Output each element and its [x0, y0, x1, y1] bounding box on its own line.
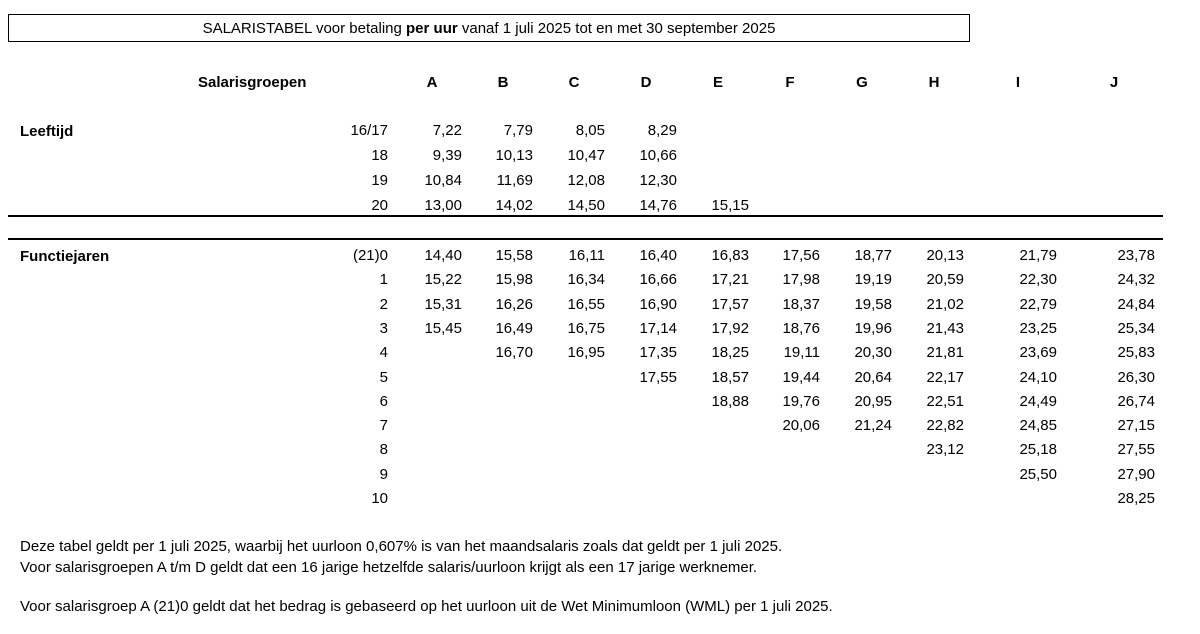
functiejaren-cell: 24,85	[1019, 417, 1057, 435]
functiejaren-cell: 21,24	[854, 417, 892, 435]
functiejaren-cell: 20,64	[854, 368, 892, 386]
leeftijd-cell: 10,13	[495, 147, 533, 164]
leeftijd-cell: 13,00	[424, 197, 462, 214]
functiejaren-cell: 15,22	[424, 271, 462, 289]
functiejaren-cell: 16,66	[639, 271, 677, 289]
functiejaren-cell: 17,55	[639, 368, 677, 386]
functiejaren-cell: 24,49	[1019, 392, 1057, 410]
functiejaren-row-key: 3	[379, 319, 388, 337]
functiejaren-row-key: 10	[371, 490, 388, 507]
functiejaren-cell: 25,83	[1117, 344, 1155, 362]
group-header-h: H	[928, 74, 940, 91]
functiejaren-cell: 19,11	[783, 344, 820, 362]
leeftijd-row-key: 16/17	[350, 122, 388, 139]
leeftijd-cell: 15,15	[711, 197, 749, 214]
functiejaren-cell: 23,78	[1117, 247, 1155, 264]
functiejaren-cell: 14,40	[424, 247, 462, 264]
functiejaren-cell: 17,57	[711, 295, 749, 313]
group-header-f: F	[785, 74, 795, 91]
functiejaren-cell: 25,50	[1019, 465, 1057, 483]
functiejaren-row-key: 1	[379, 271, 388, 289]
functiejaren-cell: 18,57	[711, 368, 749, 386]
table-title	[8, 14, 970, 42]
functiejaren-cell: 20,95	[854, 392, 892, 410]
functiejaren-cell: 17,14	[639, 319, 677, 337]
functiejaren-cell: 17,35	[639, 344, 677, 362]
group-header-b: B	[497, 74, 509, 91]
leeftijd-cell: 11,69	[496, 172, 533, 189]
functiejaren-cell: 16,55	[567, 295, 605, 313]
functiejaren-cell: 28,25	[1117, 490, 1155, 507]
functiejaren-cell: 24,84	[1117, 295, 1155, 313]
functiejaren-cell: 19,96	[854, 319, 892, 337]
leeftijd-cell: 9,39	[432, 147, 462, 164]
functiejaren-cell: 27,55	[1117, 441, 1155, 459]
title-part-2: per uur	[406, 19, 458, 37]
functiejaren-row-key: 7	[379, 417, 388, 435]
leeftijd-cell: 8,29	[647, 122, 677, 139]
leeftijd-row-key: 20	[371, 197, 388, 214]
functiejaren-cell: 19,76	[782, 392, 820, 410]
functiejaren-cell: 23,12	[926, 441, 964, 459]
leeftijd-row-key: 18	[371, 147, 388, 164]
functiejaren-cell: 17,92	[711, 319, 749, 337]
leeftijd-cell: 10,47	[567, 147, 605, 164]
functiejaren-row-key: 2	[379, 295, 388, 313]
functiejaren-cell: 25,18	[1019, 441, 1057, 459]
functiejaren-row-key: 5	[379, 368, 388, 386]
functiejaren-cell: 16,90	[639, 295, 677, 313]
functiejaren-cell: 20,30	[854, 344, 892, 362]
functiejaren-cell: 18,76	[782, 319, 820, 337]
leeftijd-cell: 14,02	[495, 197, 533, 214]
leeftijd-cell: 7,22	[432, 122, 462, 139]
leeftijd-cell: 12,08	[567, 172, 605, 189]
leeftijd-cell: 12,30	[639, 172, 677, 189]
functiejaren-cell: 20,13	[926, 247, 964, 264]
functiejaren-cell: 17,98	[782, 271, 820, 289]
leeftijd-cell: 14,76	[639, 197, 677, 214]
functiejaren-cell: 21,02	[926, 295, 964, 313]
group-header-j: J	[1109, 74, 1119, 91]
functiejaren-cell: 23,69	[1019, 344, 1057, 362]
functiejaren-cell: 17,21	[711, 271, 749, 289]
functiejaren-cell: 16,70	[495, 344, 533, 362]
functiejaren-row-key: (21)0	[352, 247, 388, 264]
functiejaren-cell: 18,25	[711, 344, 749, 362]
functiejaren-cell: 16,34	[567, 271, 605, 289]
note-2: Voor salarisgroepen A t/m D geldt dat een 16 jarige hetzelfde salaris/uurloon krijgt als een 17 jarige werknemer.	[20, 559, 758, 576]
functiejaren-cell: 23,25	[1019, 319, 1057, 337]
functiejaren-cell: 20,06	[782, 417, 820, 435]
separator-bottom	[8, 238, 1163, 240]
functiejaren-cell: 22,51	[926, 392, 964, 410]
functiejaren-cell: 19,58	[854, 295, 892, 313]
group-header-d: D	[640, 74, 652, 91]
functiejaren-cell: 18,77	[854, 247, 892, 264]
functiejaren-cell: 16,75	[567, 319, 605, 337]
title-part-3: vanaf 1 juli 2025 tot en met 30 september 2025	[457, 19, 776, 37]
title-part-1: SALARISTABEL voor betaling	[202, 19, 407, 37]
note-1: Deze tabel geldt per 1 juli 2025, waarbij het uurloon 0,607% is van het maandsalaris zoals dat geldt per 1 juli 2025.	[20, 538, 783, 555]
functiejaren-cell: 21,43	[926, 319, 964, 337]
functiejaren-cell: 19,44	[782, 368, 820, 386]
functiejaren-cell: 15,31	[424, 295, 462, 313]
leeftijd-cell: 14,50	[567, 197, 605, 214]
functiejaren-cell: 18,88	[711, 392, 749, 410]
group-header-i: I	[1015, 74, 1021, 91]
functiejaren-cell: 16,40	[639, 247, 677, 264]
functiejaren-cell: 27,15	[1117, 417, 1155, 435]
functiejaren-cell: 27,90	[1117, 465, 1155, 483]
group-header-g: G	[856, 74, 868, 91]
group-header-e: E	[712, 74, 723, 91]
functiejaren-cell: 22,82	[926, 417, 964, 435]
separator-top	[8, 215, 1163, 217]
functiejaren-cell: 18,37	[782, 295, 820, 313]
leeftijd-cell: 10,84	[424, 172, 462, 189]
functiejaren-cell: 21,79	[1019, 247, 1057, 264]
functiejaren-row-key: 4	[379, 344, 388, 362]
functiejaren-cell: 22,17	[926, 368, 964, 386]
leeftijd-cell: 8,05	[575, 122, 605, 139]
leeftijd-cell: 10,66	[639, 147, 677, 164]
functiejaren-cell: 20,59	[926, 271, 964, 289]
group-header-c: C	[568, 74, 580, 91]
leeftijd-label: Leeftijd	[20, 123, 74, 140]
leeftijd-row-key: 19	[371, 172, 388, 189]
functiejaren-cell: 16,49	[495, 319, 533, 337]
functiejaren-cell: 24,32	[1117, 271, 1155, 289]
functiejaren-row-key: 9	[379, 465, 388, 483]
functiejaren-cell: 15,45	[424, 319, 462, 337]
functiejaren-cell: 24,10	[1019, 368, 1057, 386]
functiejaren-cell: 22,79	[1019, 295, 1057, 313]
functiejaren-cell: 15,58	[495, 247, 533, 264]
group-header-a: A	[426, 74, 438, 91]
functiejaren-cell: 22,30	[1019, 271, 1057, 289]
leeftijd-cell: 7,79	[503, 122, 533, 139]
functiejaren-cell: 15,98	[495, 271, 533, 289]
functiejaren-cell: 16,11	[568, 247, 605, 264]
functiejaren-cell: 17,56	[782, 247, 820, 264]
functiejaren-row-key: 8	[379, 441, 388, 459]
functiejaren-cell: 26,74	[1117, 392, 1155, 410]
salarisgroepen-label: Salarisgroepen	[198, 74, 307, 91]
functiejaren-cell: 19,19	[854, 271, 892, 289]
functiejaren-cell: 21,81	[926, 344, 964, 362]
functiejaren-row-key: 6	[379, 392, 388, 410]
functiejaren-cell: 16,83	[711, 247, 749, 264]
functiejaren-cell: 26,30	[1117, 368, 1155, 386]
note-3: Voor salarisgroep A (21)0 geldt dat het bedrag is gebaseerd op het uurloon uit de Wet Minimumloon (WML) per 1 juli 2025.	[20, 598, 833, 615]
functiejaren-label: Functiejaren	[20, 248, 110, 265]
functiejaren-cell: 25,34	[1117, 319, 1155, 337]
functiejaren-cell: 16,26	[495, 295, 533, 313]
functiejaren-cell: 16,95	[567, 344, 605, 362]
